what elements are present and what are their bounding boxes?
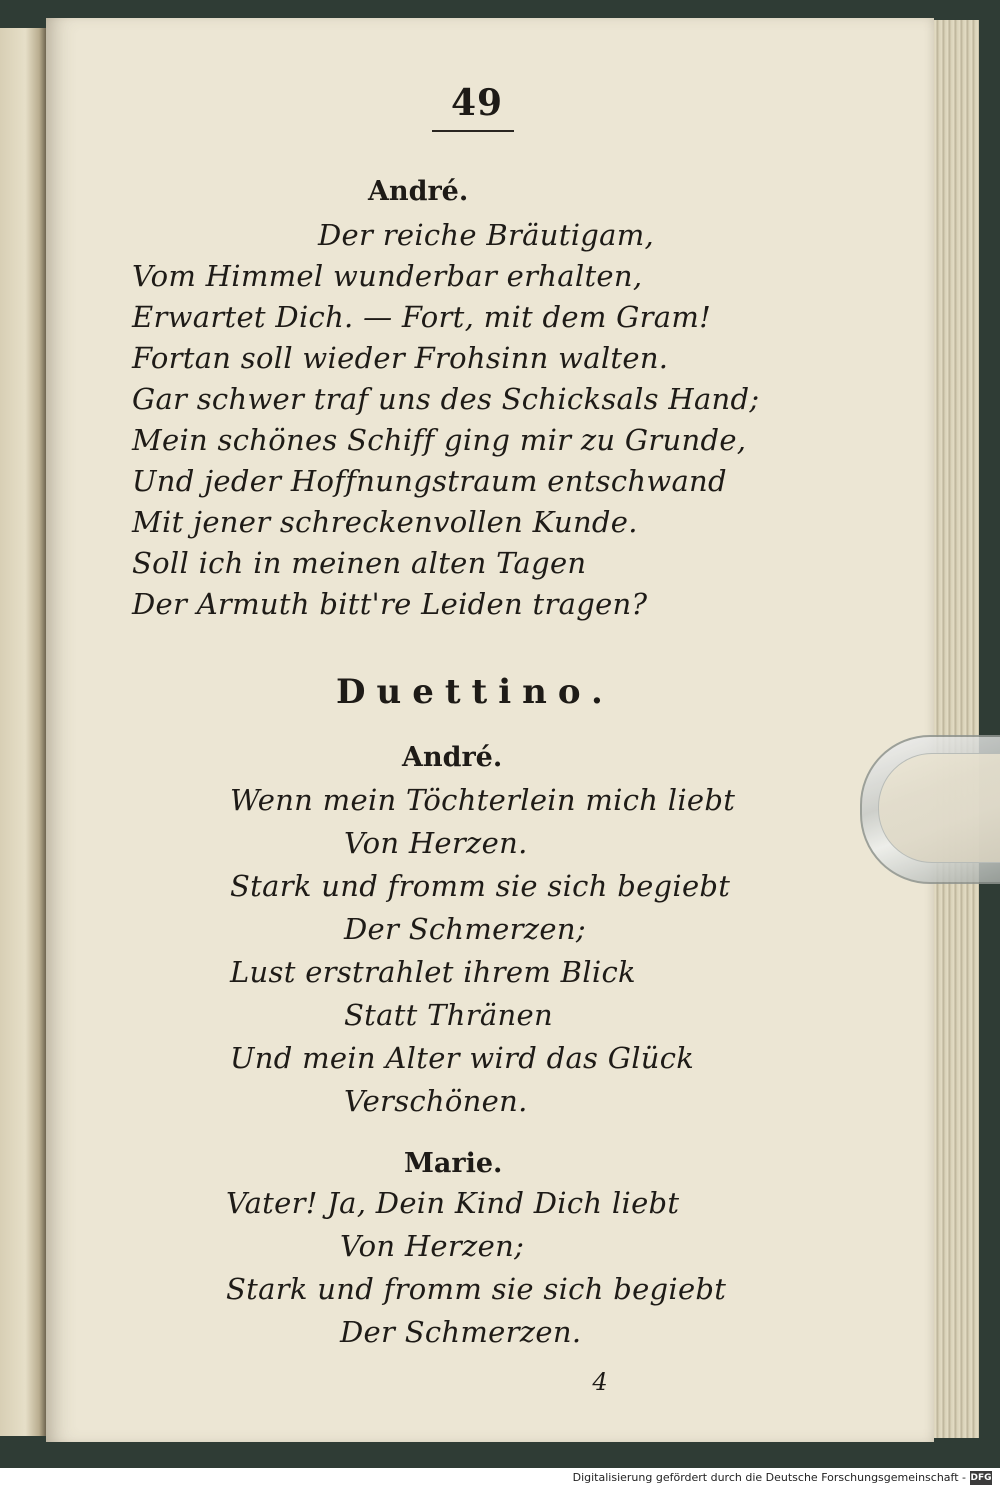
verse-line: Wenn mein Töchterlein mich liebt [230, 783, 736, 817]
dfg-logo-icon: DFG [970, 1473, 992, 1483]
verse-line: Mein schönes Schiff ging mir zu Grunde, [132, 423, 747, 457]
verse-line: Soll ich in meinen alten Tagen [132, 546, 587, 580]
verse-line: Der reiche Bräutigam, [318, 218, 655, 252]
page-number-rule [432, 130, 514, 132]
verse-line: Stark und fromm sie sich begiebt [226, 1272, 727, 1306]
footer-credit: Digitalisierung gefördert durch die Deutsche Forschungsgemeinschaft - [572, 1471, 966, 1484]
verse-line: Und jeder Hoffnungstraum entschwand [132, 464, 727, 498]
page-number: 49 [450, 82, 504, 124]
verse-line: Fortan soll wieder Frohsinn walten. [132, 341, 669, 375]
speaker-name: André. [368, 176, 469, 207]
verse-line: Lust erstrahlet ihrem Blick [230, 955, 636, 989]
verse-line: Statt Thränen [344, 998, 553, 1032]
verse-line: Der Schmerzen. [340, 1315, 582, 1349]
verse-line: Der Armuth bitt're Leiden tragen? [132, 587, 648, 621]
verse-line: Erwartet Dich. — Fort, mit dem Gram! [132, 300, 712, 334]
verse-line: Von Herzen; [340, 1229, 525, 1263]
verse-line: Der Schmerzen; [344, 912, 586, 946]
verse-line: Und mein Alter wird das Glück [230, 1041, 695, 1075]
verse-line: Verschönen. [344, 1084, 528, 1118]
signature-mark: 4 [592, 1368, 608, 1396]
verse-line: Vom Himmel wunderbar erhalten, [132, 259, 643, 293]
verse-line: Mit jener schreckenvollen Kunde. [132, 505, 638, 539]
speaker-name: Marie. [404, 1148, 503, 1179]
verse-line: Stark und fromm sie sich begiebt [230, 869, 731, 903]
verse-line: Vater! Ja, Dein Kind Dich liebt [226, 1186, 680, 1220]
verse-line: Gar schwer traf uns des Schicksals Hand; [132, 382, 760, 416]
speaker-name: André. [402, 742, 503, 773]
verse-line: Von Herzen. [344, 826, 528, 860]
page-clip-inner [878, 753, 1000, 863]
section-title: Duettino. [336, 672, 614, 712]
previous-page-edge [0, 28, 48, 1436]
